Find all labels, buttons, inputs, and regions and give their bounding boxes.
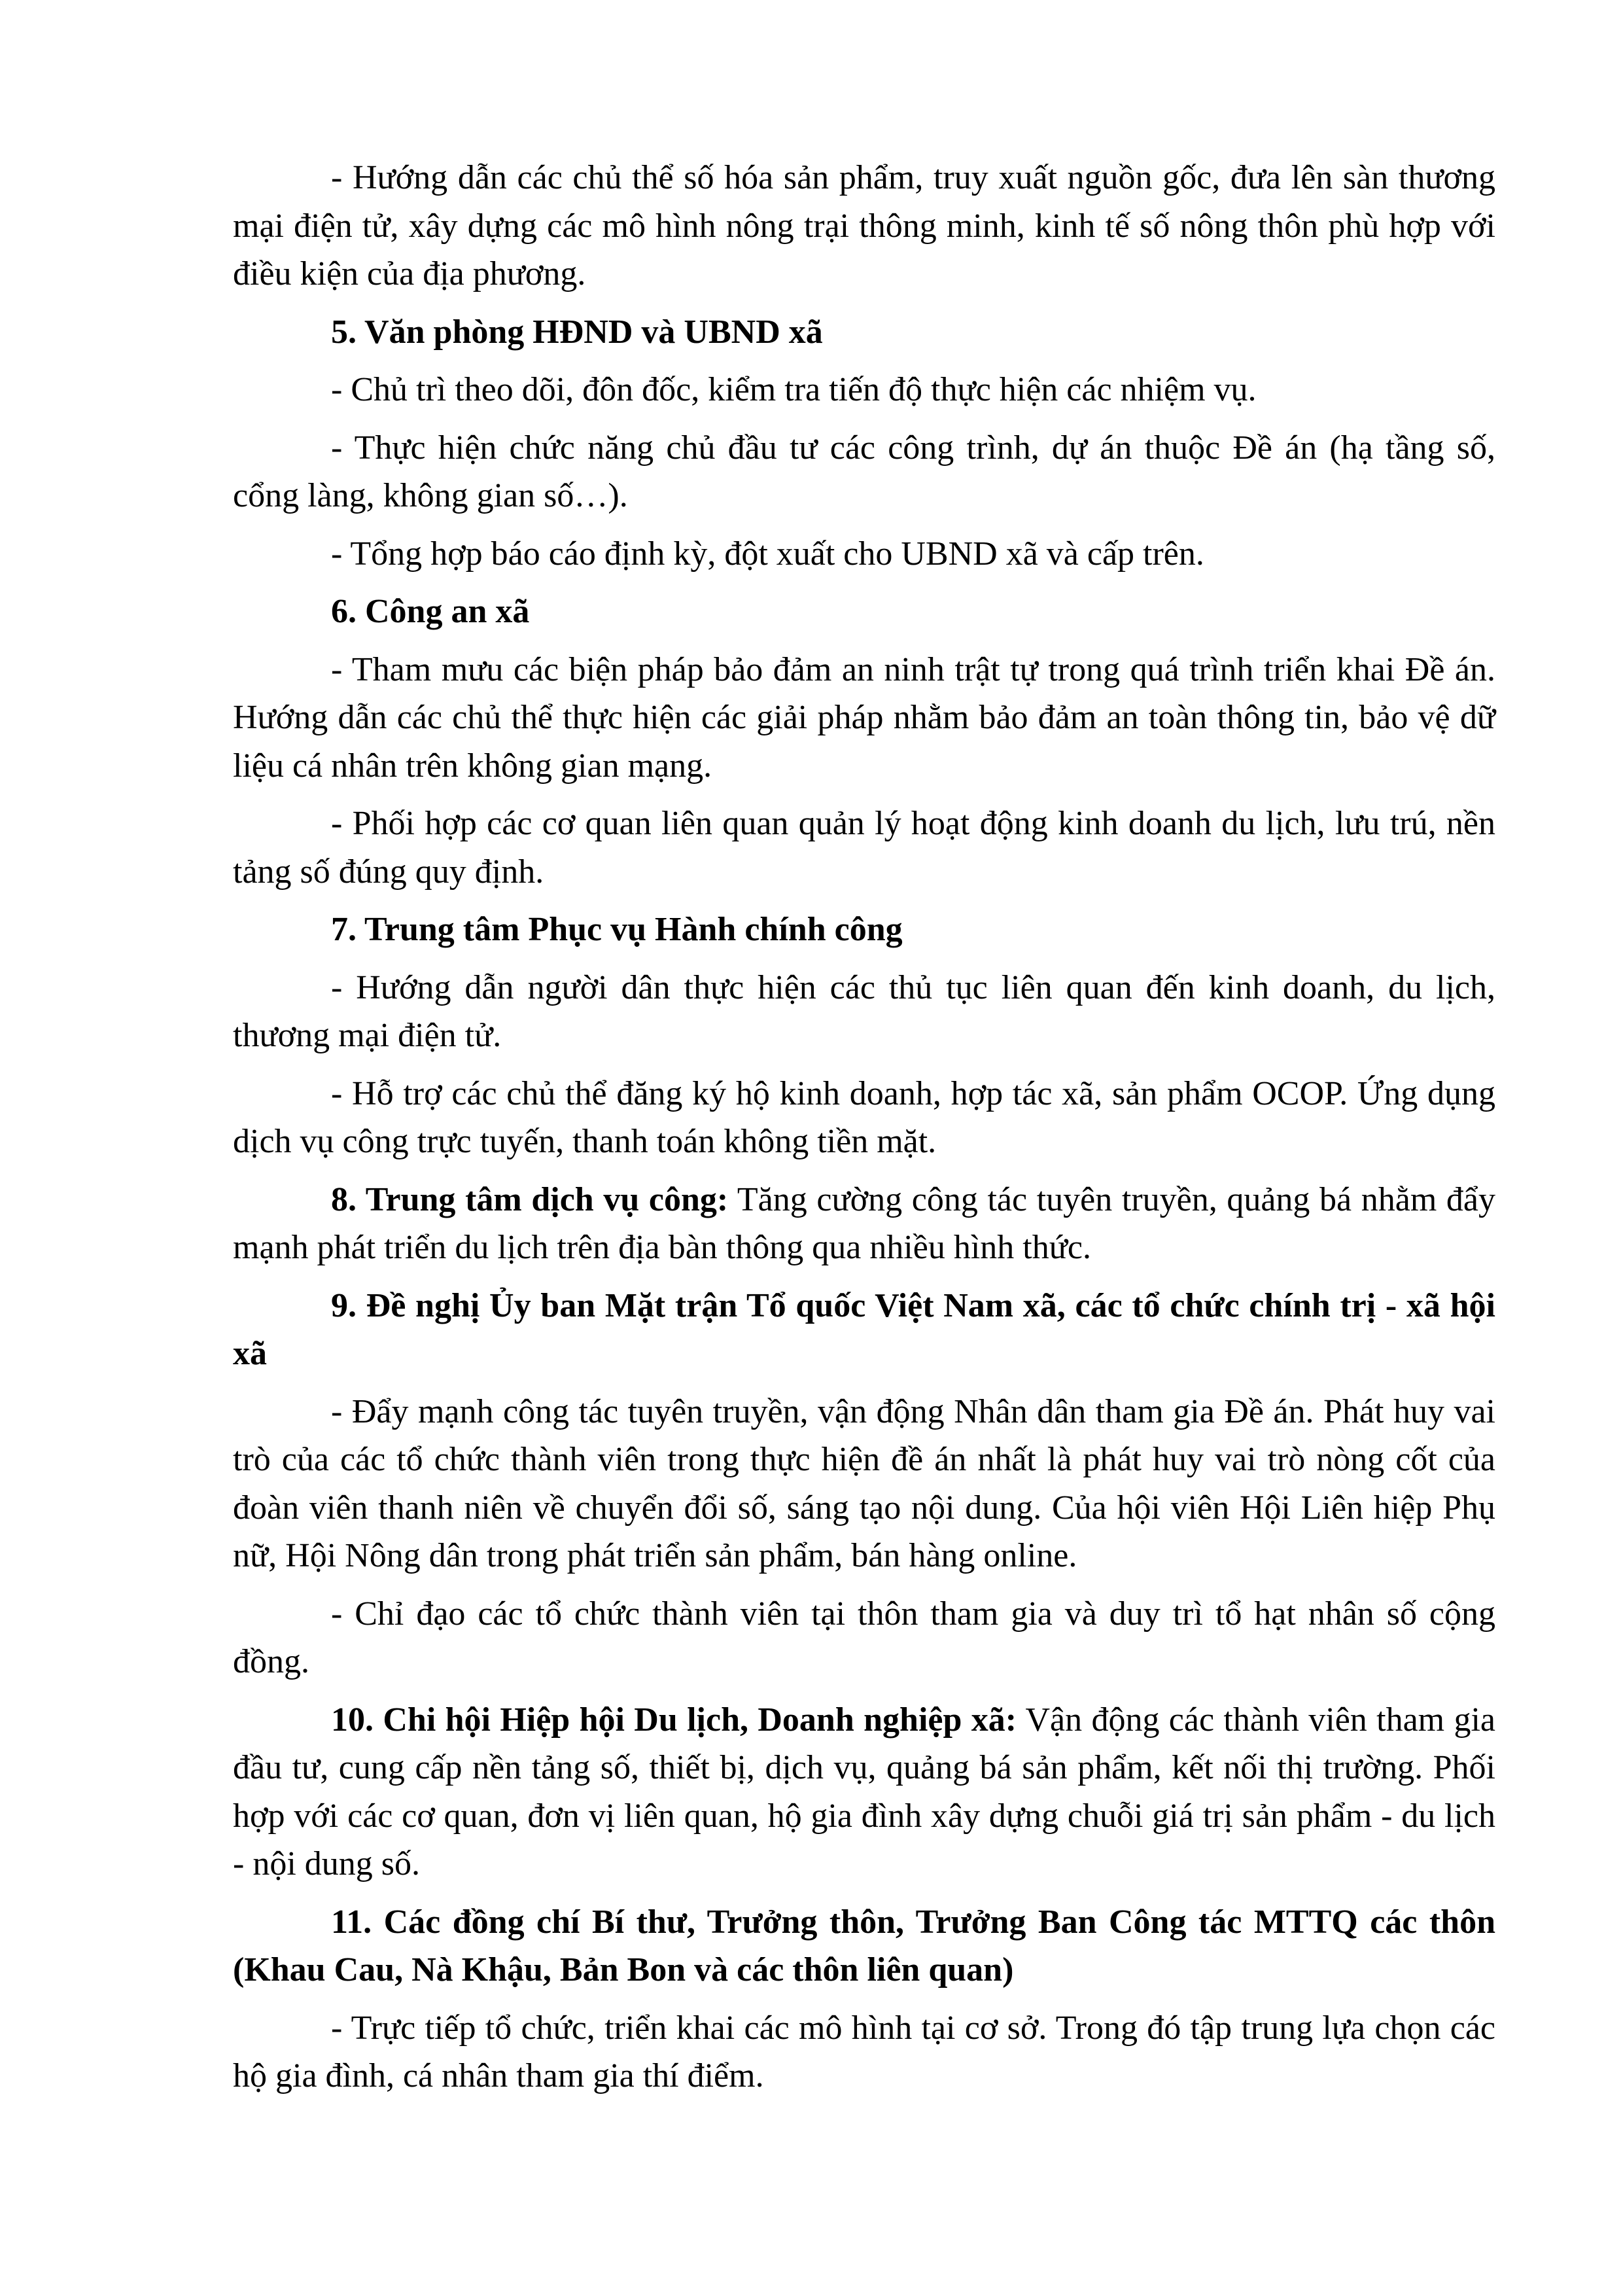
heading-village-leaders: 11. Các đồng chí Bí thư, Trưởng thôn, Trưởng Ban Công tác MTTQ các thôn (Khau Cau, Nà Khậu, Bản Bon và các thôn liên quan) xyxy=(233,1903,1495,1988)
paragraph-public-service-center xyxy=(233,1176,1495,1272)
heading-public-admin-center: 7. Trung tâm Phục vụ Hành chính công xyxy=(331,911,903,948)
heading-office-hdnd-ubnd: 5. Văn phòng HĐND và UBND xã xyxy=(331,313,823,351)
paragraph-procedure-guidance: - Hướng dẫn người dân thực hiện các thủ tục liên quan đến kinh doanh, du lịch, thương mại điện tử. xyxy=(233,968,1495,1054)
paragraph-periodic-report: - Tổng hợp báo cáo định kỳ, đột xuất cho UBND xã và cấp trên. xyxy=(331,535,1204,573)
paragraph-security-measures: - Tham mưu các biện pháp bảo đảm an ninh trật tự trong quá trình triển khai Đề án. Hướng dẫn các chủ thể thực hiện các giải pháp nhằm bảo đảm an toàn thông tin, bảo vệ dữ liệu cá nhân trên không gian mạng. xyxy=(233,650,1495,785)
heading-fatherland-front: 9. Đề nghị Ủy ban Mặt trận Tổ quốc Việt Nam xã, các tổ chức chính trị - xã hội xã xyxy=(233,1286,1495,1372)
text-tourism-association: Vận động các thành viên tham gia đầu tư, cung cấp nền tảng số, thiết bị, dịch vụ, quảng bá sản phẩm, kết nối thị trường. Phối hợp với các cơ quan, đơn vị liên quan, hộ gia đình xây dựng chuỗi giá trị sản phẩm - du lịch - nội dung số. xyxy=(233,1701,1495,1882)
paragraph-tourism-association xyxy=(233,1696,1495,1888)
paragraph-digital-core-team: - Chỉ đạo các tổ chức thành viên tại thôn tham gia và duy trì tổ hạt nhân số cộng đồng. xyxy=(233,1595,1495,1680)
text-public-service-center: Tăng cường công tác tuyên truyền, quảng bá nhằm đẩy mạnh phát triển du lịch trên địa bàn thông qua nhiều hình thức. xyxy=(233,1180,1495,1266)
paragraph-monitor-progress: - Chủ trì theo dõi, đôn đốc, kiểm tra tiến độ thực hiện các nhiệm vụ. xyxy=(331,371,1257,408)
paragraph-digitization-guidance: - Hướng dẫn các chủ thể số hóa sản phẩm, truy xuất nguồn gốc, đưa lên sàn thương mại điện tử, xây dựng các mô hình nông trại thông minh, kinh tế số nông thôn phù hợp với điều kiện của địa phương. xyxy=(233,159,1495,292)
document-page xyxy=(233,154,1495,2110)
paragraph-registration-support: - Hỗ trợ các chủ thể đăng ký hộ kinh doanh, hợp tác xã, sản phẩm OCOP. Ứng dụng dịch vụ công trực tuyến, thanh toán không tiền mặt. xyxy=(233,1074,1495,1160)
lead-tourism-association: 10. Chi hội Hiệp hội Du lịch, Doanh nghiệp xã: xyxy=(331,1701,1017,1739)
paragraph-investor-role: - Thực hiện chức năng chủ đầu tư các công trình, dự án thuộc Đề án (hạ tầng số, cổng làng, không gian số…). xyxy=(233,429,1495,514)
paragraph-pilot-models: - Trực tiếp tổ chức, triển khai các mô hình tại cơ sở. Trong đó tập trung lựa chọn các hộ gia đình, cá nhân tham gia thí điểm. xyxy=(233,2009,1495,2094)
lead-public-service-center: 8. Trung tâm dịch vụ công: xyxy=(331,1180,729,1218)
heading-commune-police: 6. Công an xã xyxy=(331,593,530,630)
paragraph-tourism-management: - Phối hợp các cơ quan liên quan quản lý hoạt động kinh doanh du lịch, lưu trú, nền tảng số đúng quy định. xyxy=(233,805,1495,891)
paragraph-propaganda-mobilization: - Đẩy mạnh công tác tuyên truyền, vận động Nhân dân tham gia Đề án. Phát huy vai trò của các tổ chức thành viên trong thực hiện đề án nhất là phát huy vai trò nòng cốt của đoàn viên thanh niên về chuyển đổi số, sáng tạo nội dung. Của hội viên Hội Liên hiệp Phụ nữ, Hội Nông dân trong phát triển sản phẩm, bán hàng online. xyxy=(233,1392,1495,1574)
